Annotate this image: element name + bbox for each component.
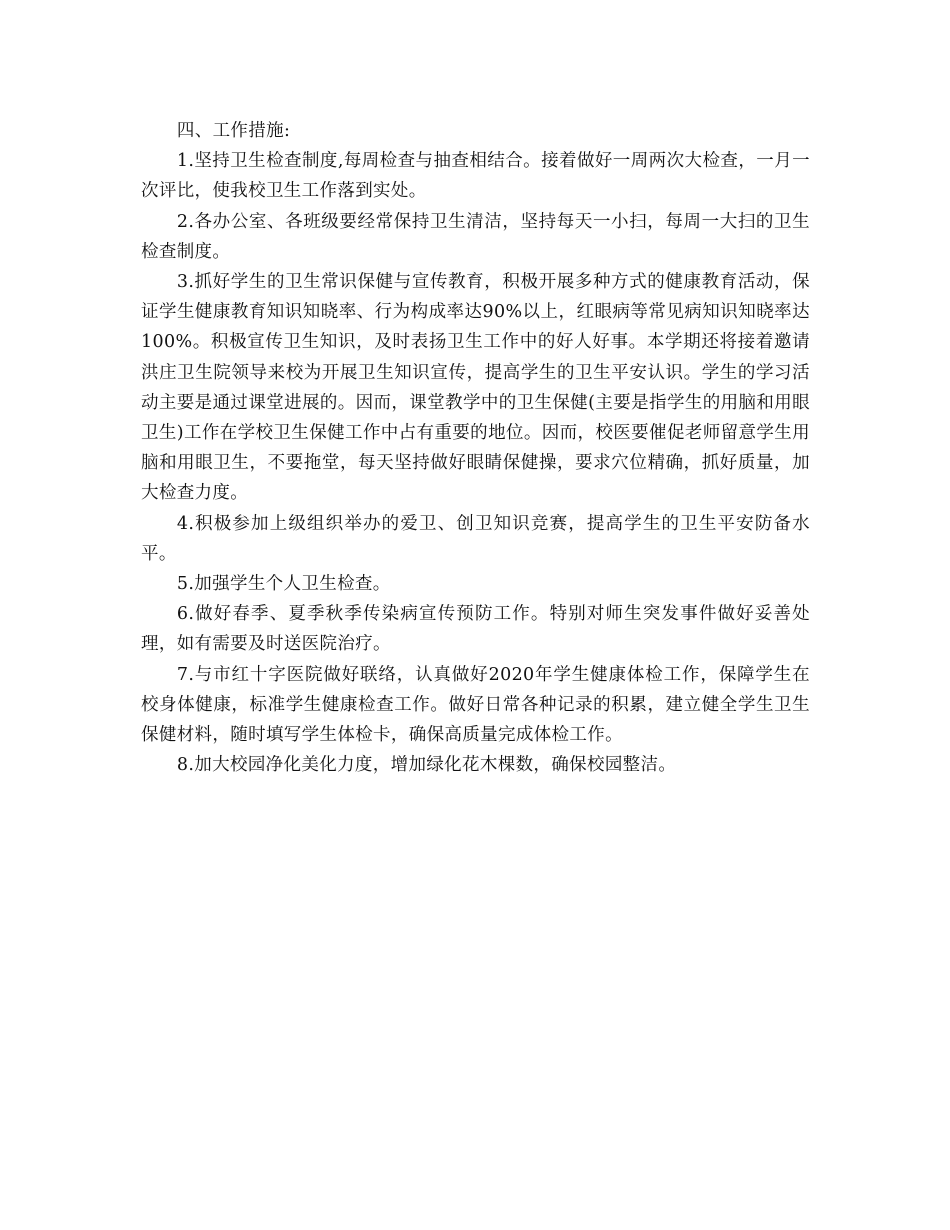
paragraph-item-4: 4.积极参加上级组织举办的爱卫、创卫知识竞赛，提高学生的卫生平安防备水平。 — [141, 513, 810, 564]
section-heading: 四、工作措施: — [176, 121, 291, 141]
paragraph-item-3: 3.抓好学生的卫生常识保健与宣传教育，积极开展多种方式的健康教育活动，保证学生健康教育知识知晓率、行为构成率达90%以上，红眼病等常见病知识知晓率达100%。积极宣传卫生知识，及时表扬卫生工作中的好人好事。本学期还将接着邀请洪庄卫生院领导来校为开展卫生知识宣传，提高学生的卫生平安认识。学生的学习活动主要是通过课堂进展的。因而，课堂教学中的卫生保健(主要是指学生的用脑和用眼卫生)工作在学校卫生保健工作中占有重要的地位。因而，校医要催促老师留意学生用脑和用眼卫生，不要拖堂，每天坚持做好眼睛保健操，要求穴位精确，抓好质量，加大检查力度。 — [141, 272, 810, 504]
paragraph-item-2: 2.各办公室、各班级要经常保持卫生清洁，坚持每天一小扫，每周一大扫的卫生检查制度。 — [141, 211, 810, 262]
paragraph-item-1: 1.坚持卫生检查制度,每周检查与抽查相结合。接着做好一周两次大检查，一月一次评比，使我校卫生工作落到实处。 — [141, 151, 810, 202]
paragraph-item-8: 8.加大校园净化美化力度，增加绿化花木棵数，确保校园整洁。 — [176, 755, 677, 776]
paragraph-item-7: 7.与市红十字医院做好联络，认真做好2020年学生健康体检工作，保障学生在校身体健康，标准学生健康检查工作。做好日常各种记录的积累，建立健全学生卫生保健材料，随时填写学生体检卡，确保高质量完成体检工作。 — [141, 664, 810, 746]
paragraph-item-5: 5.加强学生个人卫生检查。 — [176, 574, 391, 595]
paragraph-item-6: 6.做好春季、夏季秋季传染病宣传预防工作。特别对师生突发事件做好妥善处理，如有需要及时送医院治疗。 — [141, 604, 810, 655]
document-body — [141, 116, 810, 780]
